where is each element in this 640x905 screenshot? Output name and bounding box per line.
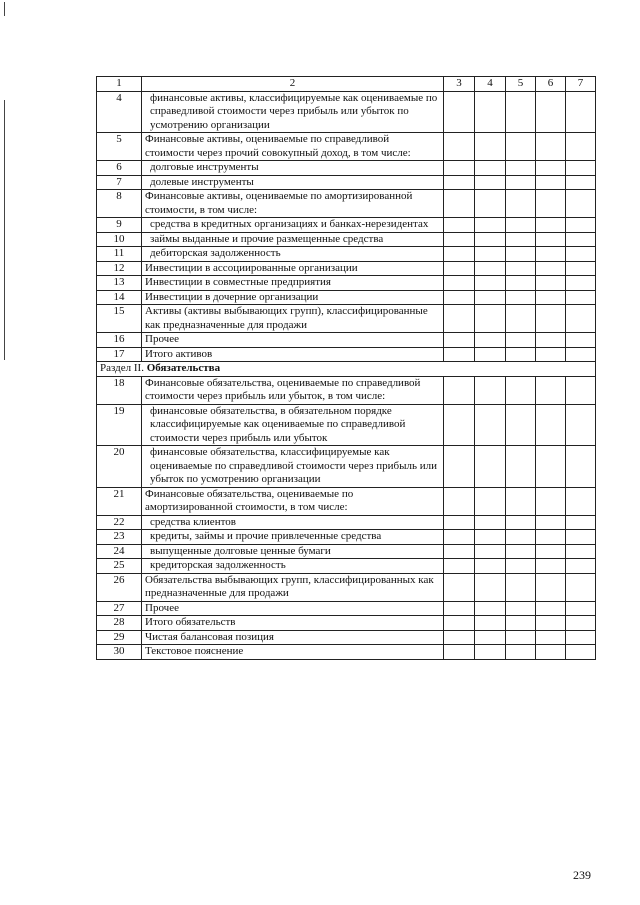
value-cell	[536, 190, 566, 218]
value-cell	[536, 161, 566, 176]
value-cell	[566, 376, 596, 404]
value-cell	[566, 232, 596, 247]
value-cell	[444, 530, 475, 545]
table-row	[97, 573, 596, 601]
value-cell	[566, 290, 596, 305]
section-prefix: Раздел II.	[100, 362, 147, 374]
value-cell	[566, 91, 596, 133]
value-cell	[536, 573, 566, 601]
row-label: финансовые активы, классифицируемые как оцениваемые по справедливой стоимости через прибыль или убыток по усмотрению организации	[142, 91, 444, 133]
value-cell	[566, 515, 596, 530]
value-cell	[506, 161, 536, 176]
row-label: выпущенные долговые ценные бумаги	[142, 544, 444, 559]
value-cell	[536, 261, 566, 276]
header-col-3: 3	[444, 77, 475, 92]
value-cell	[506, 133, 536, 161]
margin-mark-side	[4, 100, 5, 360]
row-label: Чистая балансовая позиция	[142, 630, 444, 645]
value-cell	[536, 276, 566, 291]
value-cell	[506, 91, 536, 133]
value-cell	[536, 290, 566, 305]
table-row	[97, 376, 596, 404]
value-cell	[444, 404, 475, 446]
value-cell	[475, 630, 506, 645]
value-cell	[475, 376, 506, 404]
value-cell	[536, 376, 566, 404]
value-cell	[506, 515, 536, 530]
table-row	[97, 133, 596, 161]
value-cell	[475, 161, 506, 176]
value-cell	[444, 487, 475, 515]
balance-table	[96, 76, 596, 660]
value-cell	[506, 530, 536, 545]
value-cell	[475, 404, 506, 446]
row-label: Итого активов	[142, 347, 444, 362]
row-label: Инвестиции в ассоциированные организации	[142, 261, 444, 276]
value-cell	[475, 133, 506, 161]
value-cell	[536, 133, 566, 161]
value-cell	[566, 404, 596, 446]
value-cell	[506, 630, 536, 645]
value-cell	[475, 232, 506, 247]
value-cell	[536, 515, 566, 530]
row-label: Финансовые активы, оцениваемые по амортизированной стоимости, в том числе:	[142, 190, 444, 218]
table-row	[97, 347, 596, 362]
value-cell	[536, 175, 566, 190]
value-cell	[536, 544, 566, 559]
value-cell	[444, 218, 475, 233]
header-col-4: 4	[475, 77, 506, 92]
value-cell	[506, 487, 536, 515]
section-row	[97, 362, 596, 377]
table-row	[97, 616, 596, 631]
value-cell	[566, 601, 596, 616]
row-number: 24	[97, 544, 142, 559]
table-row	[97, 404, 596, 446]
header-col-6: 6	[536, 77, 566, 92]
table-row	[97, 261, 596, 276]
value-cell	[506, 305, 536, 333]
row-number: 19	[97, 404, 142, 446]
value-cell	[506, 190, 536, 218]
value-cell	[536, 404, 566, 446]
row-label: дебиторская задолженность	[142, 247, 444, 262]
row-number: 10	[97, 232, 142, 247]
value-cell	[536, 630, 566, 645]
value-cell	[536, 601, 566, 616]
header-col-2: 2	[142, 77, 444, 92]
value-cell	[475, 530, 506, 545]
table-row	[97, 290, 596, 305]
value-cell	[506, 544, 536, 559]
row-label: долговые инструменты	[142, 161, 444, 176]
row-number: 30	[97, 645, 142, 660]
value-cell	[475, 218, 506, 233]
value-cell	[475, 91, 506, 133]
table-row	[97, 175, 596, 190]
row-label: финансовые обязательства, в обязательном порядке классифицируемые как оцениваемые по справедливой стоимости через прибыль или убыток	[142, 404, 444, 446]
value-cell	[444, 376, 475, 404]
value-cell	[566, 347, 596, 362]
value-cell	[566, 247, 596, 262]
row-number: 22	[97, 515, 142, 530]
value-cell	[566, 530, 596, 545]
value-cell	[536, 487, 566, 515]
row-number: 29	[97, 630, 142, 645]
value-cell	[506, 446, 536, 488]
row-number: 14	[97, 290, 142, 305]
value-cell	[475, 247, 506, 262]
value-cell	[566, 175, 596, 190]
row-label: средства в кредитных организациях и банках-нерезидентах	[142, 218, 444, 233]
value-cell	[475, 616, 506, 631]
row-label: долевые инструменты	[142, 175, 444, 190]
header-col-7: 7	[566, 77, 596, 92]
row-label: Инвестиции в совместные предприятия	[142, 276, 444, 291]
table-row	[97, 544, 596, 559]
value-cell	[536, 218, 566, 233]
value-cell	[444, 515, 475, 530]
value-cell	[444, 446, 475, 488]
value-cell	[566, 276, 596, 291]
value-cell	[506, 376, 536, 404]
value-cell	[506, 559, 536, 574]
table-row	[97, 645, 596, 660]
value-cell	[444, 645, 475, 660]
value-cell	[566, 218, 596, 233]
value-cell	[444, 247, 475, 262]
value-cell	[506, 573, 536, 601]
value-cell	[506, 276, 536, 291]
table-row	[97, 333, 596, 348]
row-label: Итого обязательств	[142, 616, 444, 631]
value-cell	[506, 218, 536, 233]
value-cell	[566, 645, 596, 660]
value-cell	[444, 601, 475, 616]
page-number: 239	[573, 868, 591, 882]
row-number: 7	[97, 175, 142, 190]
row-number: 6	[97, 161, 142, 176]
value-cell	[536, 645, 566, 660]
value-cell	[506, 247, 536, 262]
value-cell	[475, 276, 506, 291]
value-cell	[475, 333, 506, 348]
table-row	[97, 446, 596, 488]
row-number: 27	[97, 601, 142, 616]
value-cell	[506, 261, 536, 276]
value-cell	[444, 630, 475, 645]
value-cell	[506, 347, 536, 362]
row-label: Активы (активы выбывающих групп), классифицированные как предназначенные для продажи	[142, 305, 444, 333]
value-cell	[536, 530, 566, 545]
value-cell	[444, 333, 475, 348]
value-cell	[566, 446, 596, 488]
value-cell	[444, 559, 475, 574]
value-cell	[444, 616, 475, 631]
row-label: займы выданные и прочие размещенные средства	[142, 232, 444, 247]
value-cell	[475, 601, 506, 616]
row-number: 13	[97, 276, 142, 291]
value-cell	[475, 446, 506, 488]
value-cell	[475, 515, 506, 530]
table-row	[97, 91, 596, 133]
row-label: Финансовые обязательства, оцениваемые по справедливой стоимости через прибыль или убыток, в том числе:	[142, 376, 444, 404]
value-cell	[444, 175, 475, 190]
row-label: Инвестиции в дочерние организации	[142, 290, 444, 305]
row-label: кредиторская задолженность	[142, 559, 444, 574]
value-cell	[536, 333, 566, 348]
table-row	[97, 305, 596, 333]
table-row	[97, 161, 596, 176]
row-label: Обязательства выбывающих групп, классифицированных как предназначенные для продажи	[142, 573, 444, 601]
value-cell	[506, 616, 536, 631]
row-label: Финансовые обязательства, оцениваемые по амортизированной стоимости, в том числе:	[142, 487, 444, 515]
row-number: 18	[97, 376, 142, 404]
table-row	[97, 487, 596, 515]
value-cell	[536, 616, 566, 631]
value-cell	[566, 559, 596, 574]
value-cell	[566, 544, 596, 559]
value-cell	[536, 247, 566, 262]
value-cell	[566, 161, 596, 176]
header-col-5: 5	[506, 77, 536, 92]
value-cell	[475, 175, 506, 190]
row-number: 8	[97, 190, 142, 218]
row-label: кредиты, займы и прочие привлеченные средства	[142, 530, 444, 545]
value-cell	[506, 404, 536, 446]
row-label: финансовые обязательства, классифицируемые как оцениваемые по справедливой стоимости через прибыль или убыток по усмотрению организации	[142, 446, 444, 488]
row-number: 20	[97, 446, 142, 488]
value-cell	[444, 261, 475, 276]
row-number: 9	[97, 218, 142, 233]
value-cell	[566, 616, 596, 631]
row-label: Текстовое пояснение	[142, 645, 444, 660]
value-cell	[566, 133, 596, 161]
value-cell	[506, 601, 536, 616]
table-row	[97, 559, 596, 574]
value-cell	[506, 175, 536, 190]
table-row	[97, 630, 596, 645]
section-heading	[97, 362, 596, 377]
value-cell	[444, 133, 475, 161]
value-cell	[506, 645, 536, 660]
row-number: 16	[97, 333, 142, 348]
value-cell	[566, 573, 596, 601]
row-number: 23	[97, 530, 142, 545]
table-row	[97, 190, 596, 218]
value-cell	[506, 232, 536, 247]
value-cell	[475, 290, 506, 305]
value-cell	[475, 190, 506, 218]
row-number: 17	[97, 347, 142, 362]
table-row	[97, 276, 596, 291]
value-cell	[536, 91, 566, 133]
table-row	[97, 247, 596, 262]
row-number: 21	[97, 487, 142, 515]
value-cell	[475, 573, 506, 601]
table-row	[97, 515, 596, 530]
value-cell	[444, 305, 475, 333]
value-cell	[475, 261, 506, 276]
value-cell	[536, 446, 566, 488]
row-label: Прочее	[142, 601, 444, 616]
value-cell	[444, 544, 475, 559]
value-cell	[506, 290, 536, 305]
value-cell	[566, 190, 596, 218]
value-cell	[444, 161, 475, 176]
table-row	[97, 530, 596, 545]
value-cell	[536, 347, 566, 362]
row-number: 25	[97, 559, 142, 574]
row-number: 28	[97, 616, 142, 631]
row-number: 4	[97, 91, 142, 133]
value-cell	[475, 645, 506, 660]
value-cell	[566, 487, 596, 515]
value-cell	[444, 276, 475, 291]
value-cell	[444, 190, 475, 218]
value-cell	[566, 261, 596, 276]
value-cell	[475, 544, 506, 559]
value-cell	[536, 305, 566, 333]
value-cell	[566, 630, 596, 645]
value-cell	[475, 347, 506, 362]
section-title: Обязательства	[146, 362, 221, 374]
header-row	[97, 77, 596, 92]
row-number: 12	[97, 261, 142, 276]
table-row	[97, 232, 596, 247]
row-label: Прочее	[142, 333, 444, 348]
value-cell	[444, 91, 475, 133]
row-label: Финансовые активы, оцениваемые по справедливой стоимости через прочий совокупный доход, в том числе:	[142, 133, 444, 161]
row-number: 11	[97, 247, 142, 262]
table-row	[97, 218, 596, 233]
value-cell	[566, 333, 596, 348]
value-cell	[475, 305, 506, 333]
value-cell	[444, 290, 475, 305]
row-label: средства клиентов	[142, 515, 444, 530]
value-cell	[536, 559, 566, 574]
value-cell	[475, 559, 506, 574]
value-cell	[444, 232, 475, 247]
header-col-1: 1	[97, 77, 142, 92]
row-number: 15	[97, 305, 142, 333]
value-cell	[506, 333, 536, 348]
value-cell	[566, 305, 596, 333]
value-cell	[444, 347, 475, 362]
value-cell	[475, 487, 506, 515]
row-number: 5	[97, 133, 142, 161]
margin-mark-top	[4, 2, 5, 16]
table-row	[97, 601, 596, 616]
value-cell	[444, 573, 475, 601]
value-cell	[536, 232, 566, 247]
row-number: 26	[97, 573, 142, 601]
